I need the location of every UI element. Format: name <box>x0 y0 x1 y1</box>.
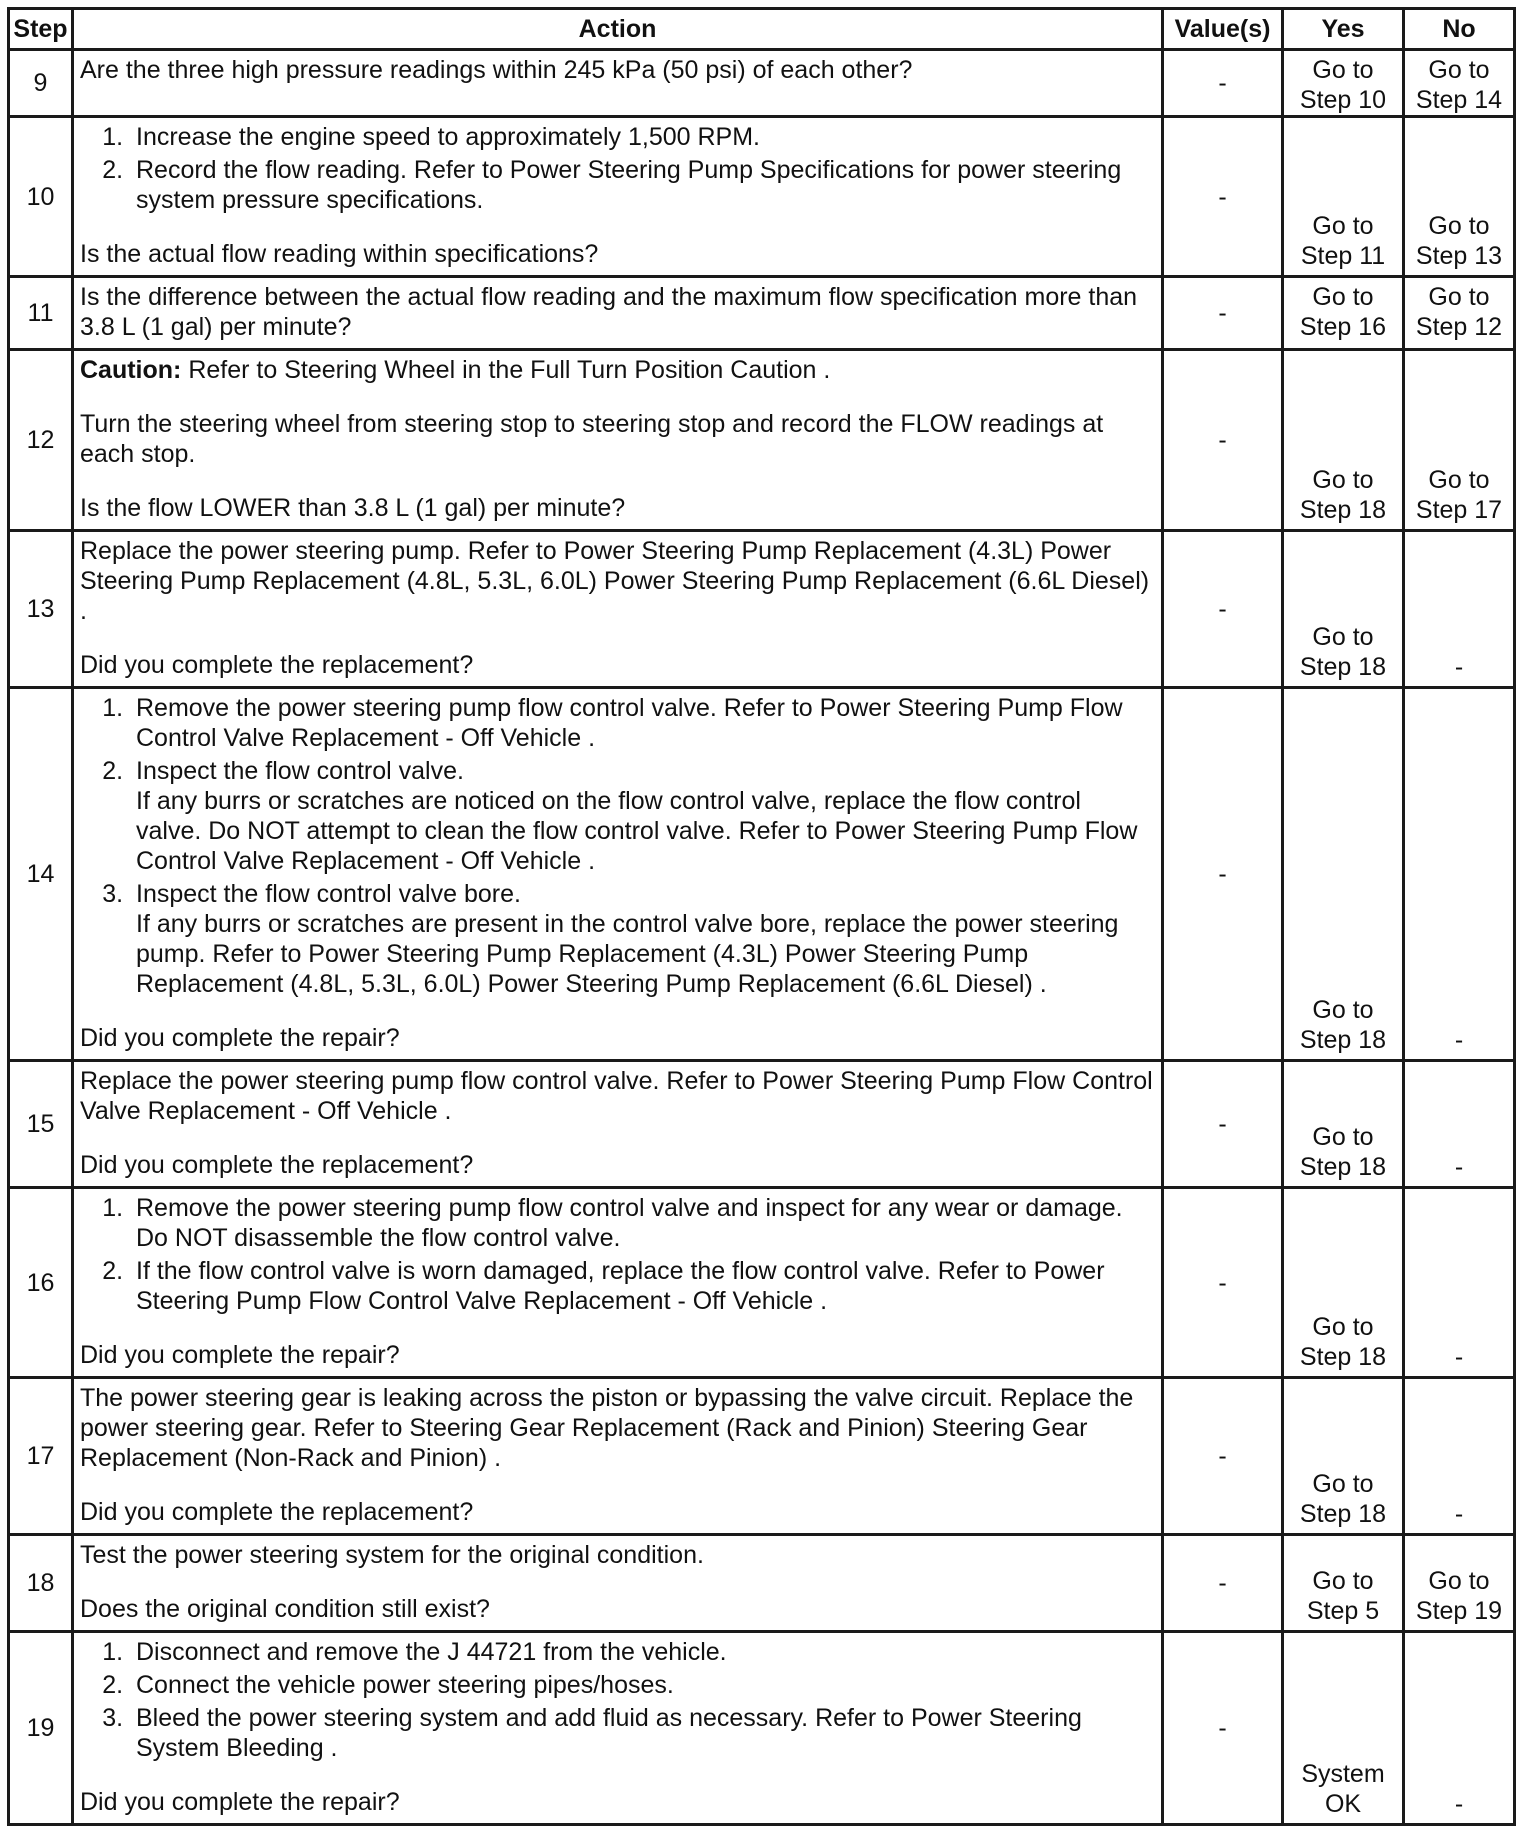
value-cell: - <box>1163 688 1283 1061</box>
action-cell <box>73 1535 1163 1632</box>
yes-result: Go to Step 18 <box>1283 1378 1404 1535</box>
action-question: Is the actual flow reading within specifications? <box>80 240 599 268</box>
action-cell <box>73 531 1163 688</box>
action-question: Is the flow LOWER than 3.8 L (1 gal) per minute? <box>80 494 626 522</box>
yes-result: Go to Step 10 <box>1283 50 1404 117</box>
action-steps-list <box>80 122 1153 215</box>
action-question: Are the three high pressure readings within 245 kPa (50 psi) of each other? <box>80 56 913 84</box>
table-row <box>9 1188 1515 1378</box>
yes-result: Go to Step 18 <box>1283 350 1404 531</box>
no-result: - <box>1404 1188 1515 1378</box>
table-row <box>9 350 1515 531</box>
no-result: Go to Step 17 <box>1404 350 1515 531</box>
action-instruction: Replace the power steering pump flow control valve. Refer to Power Steering Pump Flow Control Valve Replacement - Off Vehicle . <box>80 1067 1153 1125</box>
action-question: Is the difference between the actual flow reading and the maximum flow specification more than 3.8 L (1 gal) per minute? <box>80 283 1138 341</box>
table-row <box>9 1632 1515 1825</box>
action-cell <box>73 1378 1163 1535</box>
step-number: 16 <box>9 1188 73 1378</box>
value-cell: - <box>1163 1378 1283 1535</box>
yes-result: Go to Step 18 <box>1283 1061 1404 1188</box>
yes-result: Go to Step 18 <box>1283 531 1404 688</box>
step-number: 9 <box>9 50 73 117</box>
action-step-item: 1. Increase the engine speed to approximately 1,500 RPM. <box>130 122 1153 152</box>
table-row <box>9 117 1515 277</box>
action-question: Did you complete the repair? <box>80 1788 400 1816</box>
action-question: Did you complete the replacement? <box>80 651 474 679</box>
action-cell <box>73 277 1163 350</box>
action-cell <box>73 1632 1163 1825</box>
step-number: 11 <box>9 277 73 350</box>
yes-result: Go to Step 5 <box>1283 1535 1404 1632</box>
table-row <box>9 50 1515 117</box>
step-number: 19 <box>9 1632 73 1825</box>
step-number: 10 <box>9 117 73 277</box>
yes-result: Go to Step 11 <box>1283 117 1404 277</box>
value-cell: - <box>1163 531 1283 688</box>
no-result: Go to Step 12 <box>1404 277 1515 350</box>
header-step: Step <box>9 9 73 50</box>
action-step-item: 2. Connect the vehicle power steering pipes/hoses. <box>130 1670 1153 1700</box>
action-steps-list <box>80 693 1153 999</box>
caution-note <box>80 355 1153 385</box>
action-cell <box>73 50 1163 117</box>
no-result: - <box>1404 531 1515 688</box>
action-instruction: Replace the power steering pump. Refer to Power Steering Pump Replacement (4.3L) Power Steering Pump Replacement (4.8L, 5.3L, 6.0L) Power Steering Pump Replacement (6.6L Diesel) . <box>80 537 1150 625</box>
no-result: - <box>1404 1061 1515 1188</box>
action-instruction: Test the power steering system for the original condition. <box>80 1541 704 1569</box>
action-steps-list <box>80 1637 1153 1763</box>
yes-result: Go to Step 16 <box>1283 277 1404 350</box>
action-step-item: 1. Remove the power steering pump flow control valve and inspect for any wear or damage. Do NOT disassemble the flow control valve. <box>130 1193 1153 1253</box>
yes-result: System OK <box>1283 1632 1404 1825</box>
no-result: - <box>1404 688 1515 1061</box>
table-row <box>9 277 1515 350</box>
caution-text: Refer to Steering Wheel in the Full Turn Position Caution . <box>188 356 831 384</box>
action-step-item: 2. Record the flow reading. Refer to Power Steering Pump Specifications for power steering system pressure specifications. <box>130 155 1153 215</box>
action-cell <box>73 117 1163 277</box>
table-row <box>9 1378 1515 1535</box>
step-number: 17 <box>9 1378 73 1535</box>
action-question: Did you complete the replacement? <box>80 1151 474 1179</box>
no-result: Go to Step 13 <box>1404 117 1515 277</box>
no-result: Go to Step 19 <box>1404 1535 1515 1632</box>
action-step-item: 1. Disconnect and remove the J 44721 from the vehicle. <box>130 1637 1153 1667</box>
action-step-item: 1. Remove the power steering pump flow control valve. Refer to Power Steering Pump Flow Control Valve Replacement - Off Vehicle . <box>130 693 1153 753</box>
step-number: 14 <box>9 688 73 1061</box>
value-cell: - <box>1163 1061 1283 1188</box>
action-cell <box>73 1061 1163 1188</box>
action-steps-list <box>80 1193 1153 1316</box>
value-cell: - <box>1163 350 1283 531</box>
value-cell: - <box>1163 1632 1283 1825</box>
value-cell: - <box>1163 1535 1283 1632</box>
value-cell: - <box>1163 277 1283 350</box>
step-number: 18 <box>9 1535 73 1632</box>
action-step-item: 2. Inspect the flow control valve. If any burrs or scratches are noticed on the flow control valve, replace the flow control valve. Do NOT attempt to clean the flow control valve. Refer to Power Steering Pump Flow Control Valve Replacement - Off Vehicle . <box>130 756 1153 876</box>
action-instruction: The power steering gear is leaking across the piston or bypassing the valve circuit. Replace the power steering gear. Refer to Steering Gear Replacement (Rack and Pinion) Steering Gear Replacement (Non-Rack and Pinion) . <box>80 1384 1134 1472</box>
no-result: - <box>1404 1632 1515 1825</box>
value-cell: - <box>1163 117 1283 277</box>
header-action: Action <box>73 9 1163 50</box>
action-question: Did you complete the replacement? <box>80 1498 474 1526</box>
value-cell: - <box>1163 1188 1283 1378</box>
action-cell <box>73 1188 1163 1378</box>
action-question: Did you complete the repair? <box>80 1341 400 1369</box>
action-instruction: Turn the steering wheel from steering stop to steering stop and record the FLOW readings at each stop. <box>80 410 1104 468</box>
header-no: No <box>1404 9 1515 50</box>
table-row <box>9 1061 1515 1188</box>
caution-label: Caution: <box>80 356 182 384</box>
yes-result: Go to Step 18 <box>1283 1188 1404 1378</box>
value-cell: - <box>1163 50 1283 117</box>
table-row <box>9 1535 1515 1632</box>
action-cell <box>73 350 1163 531</box>
table-header-row <box>9 9 1515 50</box>
action-step-item: 3. Inspect the flow control valve bore. If any burrs or scratches are present in the control valve bore, replace the power steering pump. Refer to Power Steering Pump Replacement (4.3L) Power Steering Pump Replacement (4.8L, 5.3L, 6.0L) Power Steering Pump Replacement (6.6L Diesel) . <box>130 879 1153 999</box>
diagnostic-table <box>7 7 1516 1826</box>
table-row <box>9 531 1515 688</box>
no-result: Go to Step 14 <box>1404 50 1515 117</box>
header-values: Value(s) <box>1163 9 1283 50</box>
step-number: 15 <box>9 1061 73 1188</box>
yes-result: Go to Step 18 <box>1283 688 1404 1061</box>
action-cell <box>73 688 1163 1061</box>
no-result: - <box>1404 1378 1515 1535</box>
step-number: 12 <box>9 350 73 531</box>
table-body <box>9 50 1515 1825</box>
action-question: Did you complete the repair? <box>80 1024 400 1052</box>
header-yes: Yes <box>1283 9 1404 50</box>
action-question: Does the original condition still exist? <box>80 1595 490 1623</box>
action-step-item: 2. If the flow control valve is worn damaged, replace the flow control valve. Refer to Power Steering Pump Flow Control Valve Replacement - Off Vehicle . <box>130 1256 1153 1316</box>
action-step-item: 3. Bleed the power steering system and add fluid as necessary. Refer to Power Steering System Bleeding . <box>130 1703 1153 1763</box>
step-number: 13 <box>9 531 73 688</box>
table-row <box>9 688 1515 1061</box>
